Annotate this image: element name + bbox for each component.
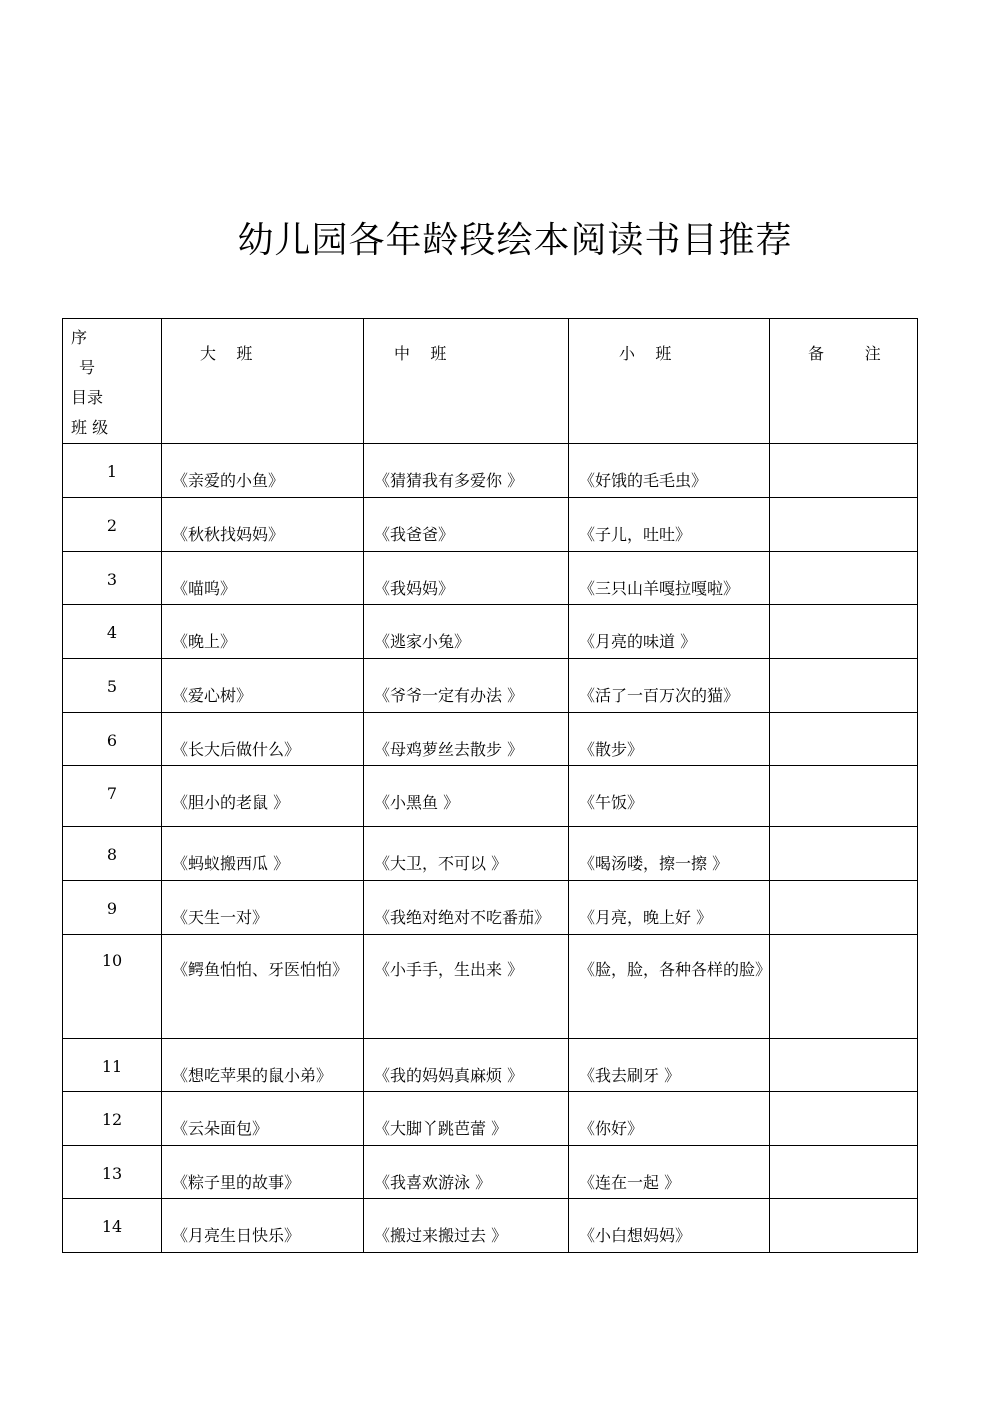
da-ban-book: 《粽子里的故事》 (162, 1146, 364, 1199)
corner-line-seq: 序 (71, 328, 88, 347)
da-ban-book: 《胆小的老鼠 》 (162, 766, 364, 827)
note-cell (770, 552, 918, 605)
corner-line-num: 号 (79, 358, 96, 377)
note-cell (770, 881, 918, 935)
note-cell (770, 935, 918, 1039)
zhong-ban-book: 《小手手，生出来 》 (364, 935, 569, 1039)
da-ban-book: 《鳄鱼怕怕、牙医怕怕》 (162, 935, 364, 1039)
da-ban-book: 《喵呜》 (162, 552, 364, 605)
zhong-ban-book: 《我妈妈》 (364, 552, 569, 605)
row-number: 9 (63, 881, 162, 935)
table-row (63, 552, 918, 605)
zhong-ban-book: 《我的妈妈真麻烦 》 (364, 1039, 569, 1092)
corner-line-class: 班 级 (71, 418, 109, 437)
table-row (63, 1146, 918, 1199)
zhong-ban-book: 《我喜欢游泳 》 (364, 1146, 569, 1199)
zhong-ban-book: 《我爸爸》 (364, 498, 569, 552)
header-zhong-ban (364, 319, 569, 444)
table-row (63, 713, 918, 766)
row-number: 6 (63, 713, 162, 766)
table-row (63, 766, 918, 827)
note-cell (770, 1199, 918, 1253)
xiao-ban-book: 《喝汤喽，擦一擦 》 (569, 827, 770, 881)
da-ban-book: 《云朵面包》 (162, 1092, 364, 1146)
note-cell (770, 444, 918, 498)
table-row (63, 1092, 918, 1146)
row-number: 1 (63, 444, 162, 498)
page-title: 幼儿园各年龄段绘本阅读书目推荐 (237, 220, 793, 261)
table-row (63, 827, 918, 881)
row-number: 12 (63, 1092, 162, 1146)
note-cell (770, 659, 918, 713)
xiao-ban-book: 《活了一百万次的猫》 (569, 659, 770, 713)
da-ban-book: 《长大后做什么》 (162, 713, 364, 766)
table-row (63, 881, 918, 935)
zhong-ban-book: 《大脚丫跳芭蕾 》 (364, 1092, 569, 1146)
table-row (63, 935, 918, 1039)
header-zhong-ban-label: 中 班 (394, 344, 447, 363)
xiao-ban-book: 《子儿，吐吐》 (569, 498, 770, 552)
table-row (63, 444, 918, 498)
note-cell (770, 1092, 918, 1146)
row-number: 7 (63, 766, 162, 827)
note-cell (770, 827, 918, 881)
header-xiao-ban-label: 小 班 (619, 344, 672, 363)
header-xiao-ban (569, 319, 770, 444)
zhong-ban-book: 《母鸡萝丝去散步 》 (364, 713, 569, 766)
xiao-ban-book: 《月亮的味道 》 (569, 605, 770, 659)
da-ban-book: 《天生一对》 (162, 881, 364, 935)
row-number: 10 (63, 935, 162, 1039)
note-cell (770, 498, 918, 552)
row-number: 5 (63, 659, 162, 713)
zhong-ban-book: 《大卫，不可以 》 (364, 827, 569, 881)
row-number: 4 (63, 605, 162, 659)
xiao-ban-book: 《午饭》 (569, 766, 770, 827)
zhong-ban-book: 《小黑鱼 》 (364, 766, 569, 827)
note-cell (770, 1146, 918, 1199)
table-row (63, 659, 918, 713)
da-ban-book: 《爱心树》 (162, 659, 364, 713)
xiao-ban-book: 《月亮，晚上好 》 (569, 881, 770, 935)
zhong-ban-book: 《搬过来搬过去 》 (364, 1199, 569, 1253)
xiao-ban-book: 《我去刷牙 》 (569, 1039, 770, 1092)
zhong-ban-book: 《逃家小兔》 (364, 605, 569, 659)
corner-header-cell (63, 319, 162, 444)
zhong-ban-book: 《猜猜我有多爱你 》 (364, 444, 569, 498)
note-cell (770, 766, 918, 827)
da-ban-book: 《亲爱的小鱼》 (162, 444, 364, 498)
row-number: 14 (63, 1199, 162, 1253)
xiao-ban-book: 《脸，脸，各种各样的脸》 (569, 935, 770, 1039)
header-da-ban (162, 319, 364, 444)
zhong-ban-book: 《爷爷一定有办法 》 (364, 659, 569, 713)
row-number: 13 (63, 1146, 162, 1199)
row-number: 2 (63, 498, 162, 552)
xiao-ban-book: 《好饿的毛毛虫》 (569, 444, 770, 498)
da-ban-book: 《月亮生日快乐》 (162, 1199, 364, 1253)
xiao-ban-book: 《散步》 (569, 713, 770, 766)
table-row (63, 605, 918, 659)
da-ban-book: 《晚上》 (162, 605, 364, 659)
xiao-ban-book: 《你好》 (569, 1092, 770, 1146)
corner-line-catalog: 目录 (71, 388, 104, 407)
da-ban-book: 《蚂蚁搬西瓜 》 (162, 827, 364, 881)
row-number: 11 (63, 1039, 162, 1092)
row-number: 3 (63, 552, 162, 605)
xiao-ban-book: 《三只山羊嘎拉嘎啦》 (569, 552, 770, 605)
xiao-ban-book: 《小白想妈妈》 (569, 1199, 770, 1253)
row-number: 8 (63, 827, 162, 881)
note-cell (770, 1039, 918, 1092)
da-ban-book: 《想吃苹果的鼠小弟》 (162, 1039, 364, 1092)
zhong-ban-book: 《我绝对绝对不吃番茄》 (364, 881, 569, 935)
table-row (63, 1039, 918, 1092)
xiao-ban-book: 《连在一起 》 (569, 1146, 770, 1199)
table-row (63, 498, 918, 552)
table-row (63, 1199, 918, 1253)
header-row (63, 319, 918, 444)
header-da-ban-label: 大 班 (200, 344, 253, 363)
da-ban-book: 《秋秋找妈妈》 (162, 498, 364, 552)
header-bei-zhu-label: 备 注 (808, 344, 881, 363)
header-bei-zhu (770, 319, 918, 444)
book-list-table (62, 318, 918, 1253)
note-cell (770, 713, 918, 766)
note-cell (770, 605, 918, 659)
